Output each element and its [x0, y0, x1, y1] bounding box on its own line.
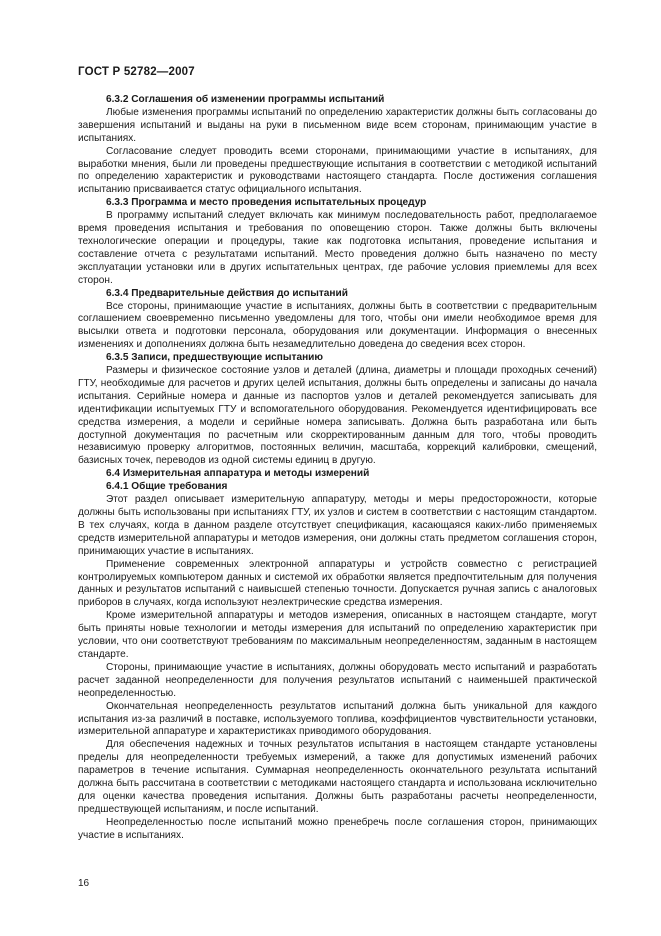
- paragraph: Кроме измерительной аппаратуры и методов измерения, описанных в настоящем стандарте, могут быть приняты новые технологии и методы измерения для испытаний по определению характеристик при условии, что они соответствуют требованиям по максимальным неопределенностям, заданным в настоящем стандарте.: [78, 610, 597, 660]
- standard-header: ГОСТ Р 52782—2007: [78, 66, 195, 78]
- paragraph: Применение современных электронной аппаратуры и устройств совместно с регистрацией контролируемых компьютером данных и системой их обработки является предпочтительным для получения данных и результатов испытаний с наивысшей степенью точности. Допускается ручная запись с аналоговых приборов в случаях, когда используют неэлектрические средства измерения.: [78, 558, 597, 609]
- section-heading: 6.3.3 Программа и место проведения испытательных процедур: [106, 197, 427, 209]
- paragraph: Неопределенностью после испытаний можно пренебречь после соглашения сторон, принимающих участие в испытаниях.: [78, 816, 597, 841]
- paragraph: Любые изменения программы испытаний по определению характеристик должны быть согласованы до завершения испытаний и выданы на руки в письменном виде всем сторонам, принимающим участие в испытаниях.: [78, 106, 597, 144]
- paragraph: Все стороны, принимающие участие в испытаниях, должны быть в соответствии с предварительным соглашением своевременно письменно уведомлены для того, чтобы они имели необходимое время для высылки ответа и подготовки персонала, оборудования или документации. Информация о внесенных изменениях и дополнениях должна быть незамедлительно доведена до сведения всех сторон.: [78, 300, 597, 351]
- section-heading: 6.3.4 Предварительные действия до испытаний: [106, 287, 348, 299]
- paragraph: Стороны, принимающие участие в испытаниях, должны оборудовать место испытаний и разработать расчет заданной неопределенности для получения результатов испытаний с наименьшей практической неопределенностью.: [78, 661, 597, 699]
- paragraph: Окончательная неопределенность результатов испытаний должна быть уникальной для каждого испытания из-за различий в поставке, используемого топлива, коэффициентов чувствительности установки, измерительной аппаратуре и характеристиках приводимого оборудования.: [78, 700, 597, 738]
- paragraph: Этот раздел описывает измерительную аппаратуру, методы и меры предосторожности, которые должны быть использованы при испытаниях ГТУ, их узлов и систем в соответствии с настоящим стандартом. В тех случаях, когда в данном разделе отсутствует спецификация, касающаяся каких-либо применяемых средств измерительной аппаратуры и методов измерения, они должны стать предметом соглашения сторон, принимающих участие в испытаниях.: [78, 494, 597, 557]
- section-heading: 6.4 Измерительная аппаратура и методы измерений: [106, 468, 370, 480]
- paragraph: В программу испытаний следует включать как минимум последовательность работ, предполагаемое время проведения испытания и требования по оповещению сторон. Также должны быть включены технологические операции и процедуры, такие как подготовка испытания, проведение испытания и составление отчета с результатами испытаний. Место проведения должно быть назначено по месту эксплуатации установки или в других испытательных центрах, где рабочие условия приемлемы для всех сторон.: [78, 210, 597, 286]
- section-heading: 6.3.2 Соглашения об изменении программы испытаний: [106, 94, 385, 105]
- document-body: [78, 94, 597, 843]
- section-heading: 6.4.1 Общие требования: [106, 481, 228, 493]
- page-number: 16: [78, 878, 90, 889]
- paragraph: Для обеспечения надежных и точных результатов испытания в настоящем стандарте установлены пределы для неопределенности требуемых измерений, а также для допустимых изменений рабочих параметров в течение испытания. Суммарная неопределенность окончательного результата испытаний должна быть рассчитана в соответствии с методиками настоящего стандарта и использована исключительно для оценки качества проведения испытания. Должны быть разработаны расчеты неопределенности, предшествующей испытаниям, и после испытаний.: [78, 739, 597, 815]
- section-heading: 6.3.5 Записи, предшествующие испытанию: [106, 352, 323, 364]
- paragraph: Согласование следует проводить всеми сторонами, принимающими участие в испытаниях, для выработки мнения, были ли проведены предшествующие испытания в соответствии с методикой испытаний по определению характеристик и руководствами настоящего стандарта. После достижения соглашения испытанию присваивается статус официального испытания.: [78, 145, 597, 196]
- paragraph: Размеры и физическое состояние узлов и деталей (длина, диаметры и площади проходных сечений) ГТУ, необходимые для расчетов и других целей испытания, должны быть определены и записаны до начала испытания. Серийные номера и данные из паспортов узлов и деталей рекомендуется записывать для идентификации испытуемых ГТУ и вспомогательного оборудования. Рекомендуется идентифицировать все средства измерения, а модели и серийные номера записывать. Должна быть разработана или быть доступной документация по расчетным или скорректированным данным для того, чтобы проводить независимую проверку алгоритмов, постоянных величин, масштаба, коррекций калибровки, смещений, базисных точек, переводов из одной системы единиц в другую.: [78, 365, 597, 467]
